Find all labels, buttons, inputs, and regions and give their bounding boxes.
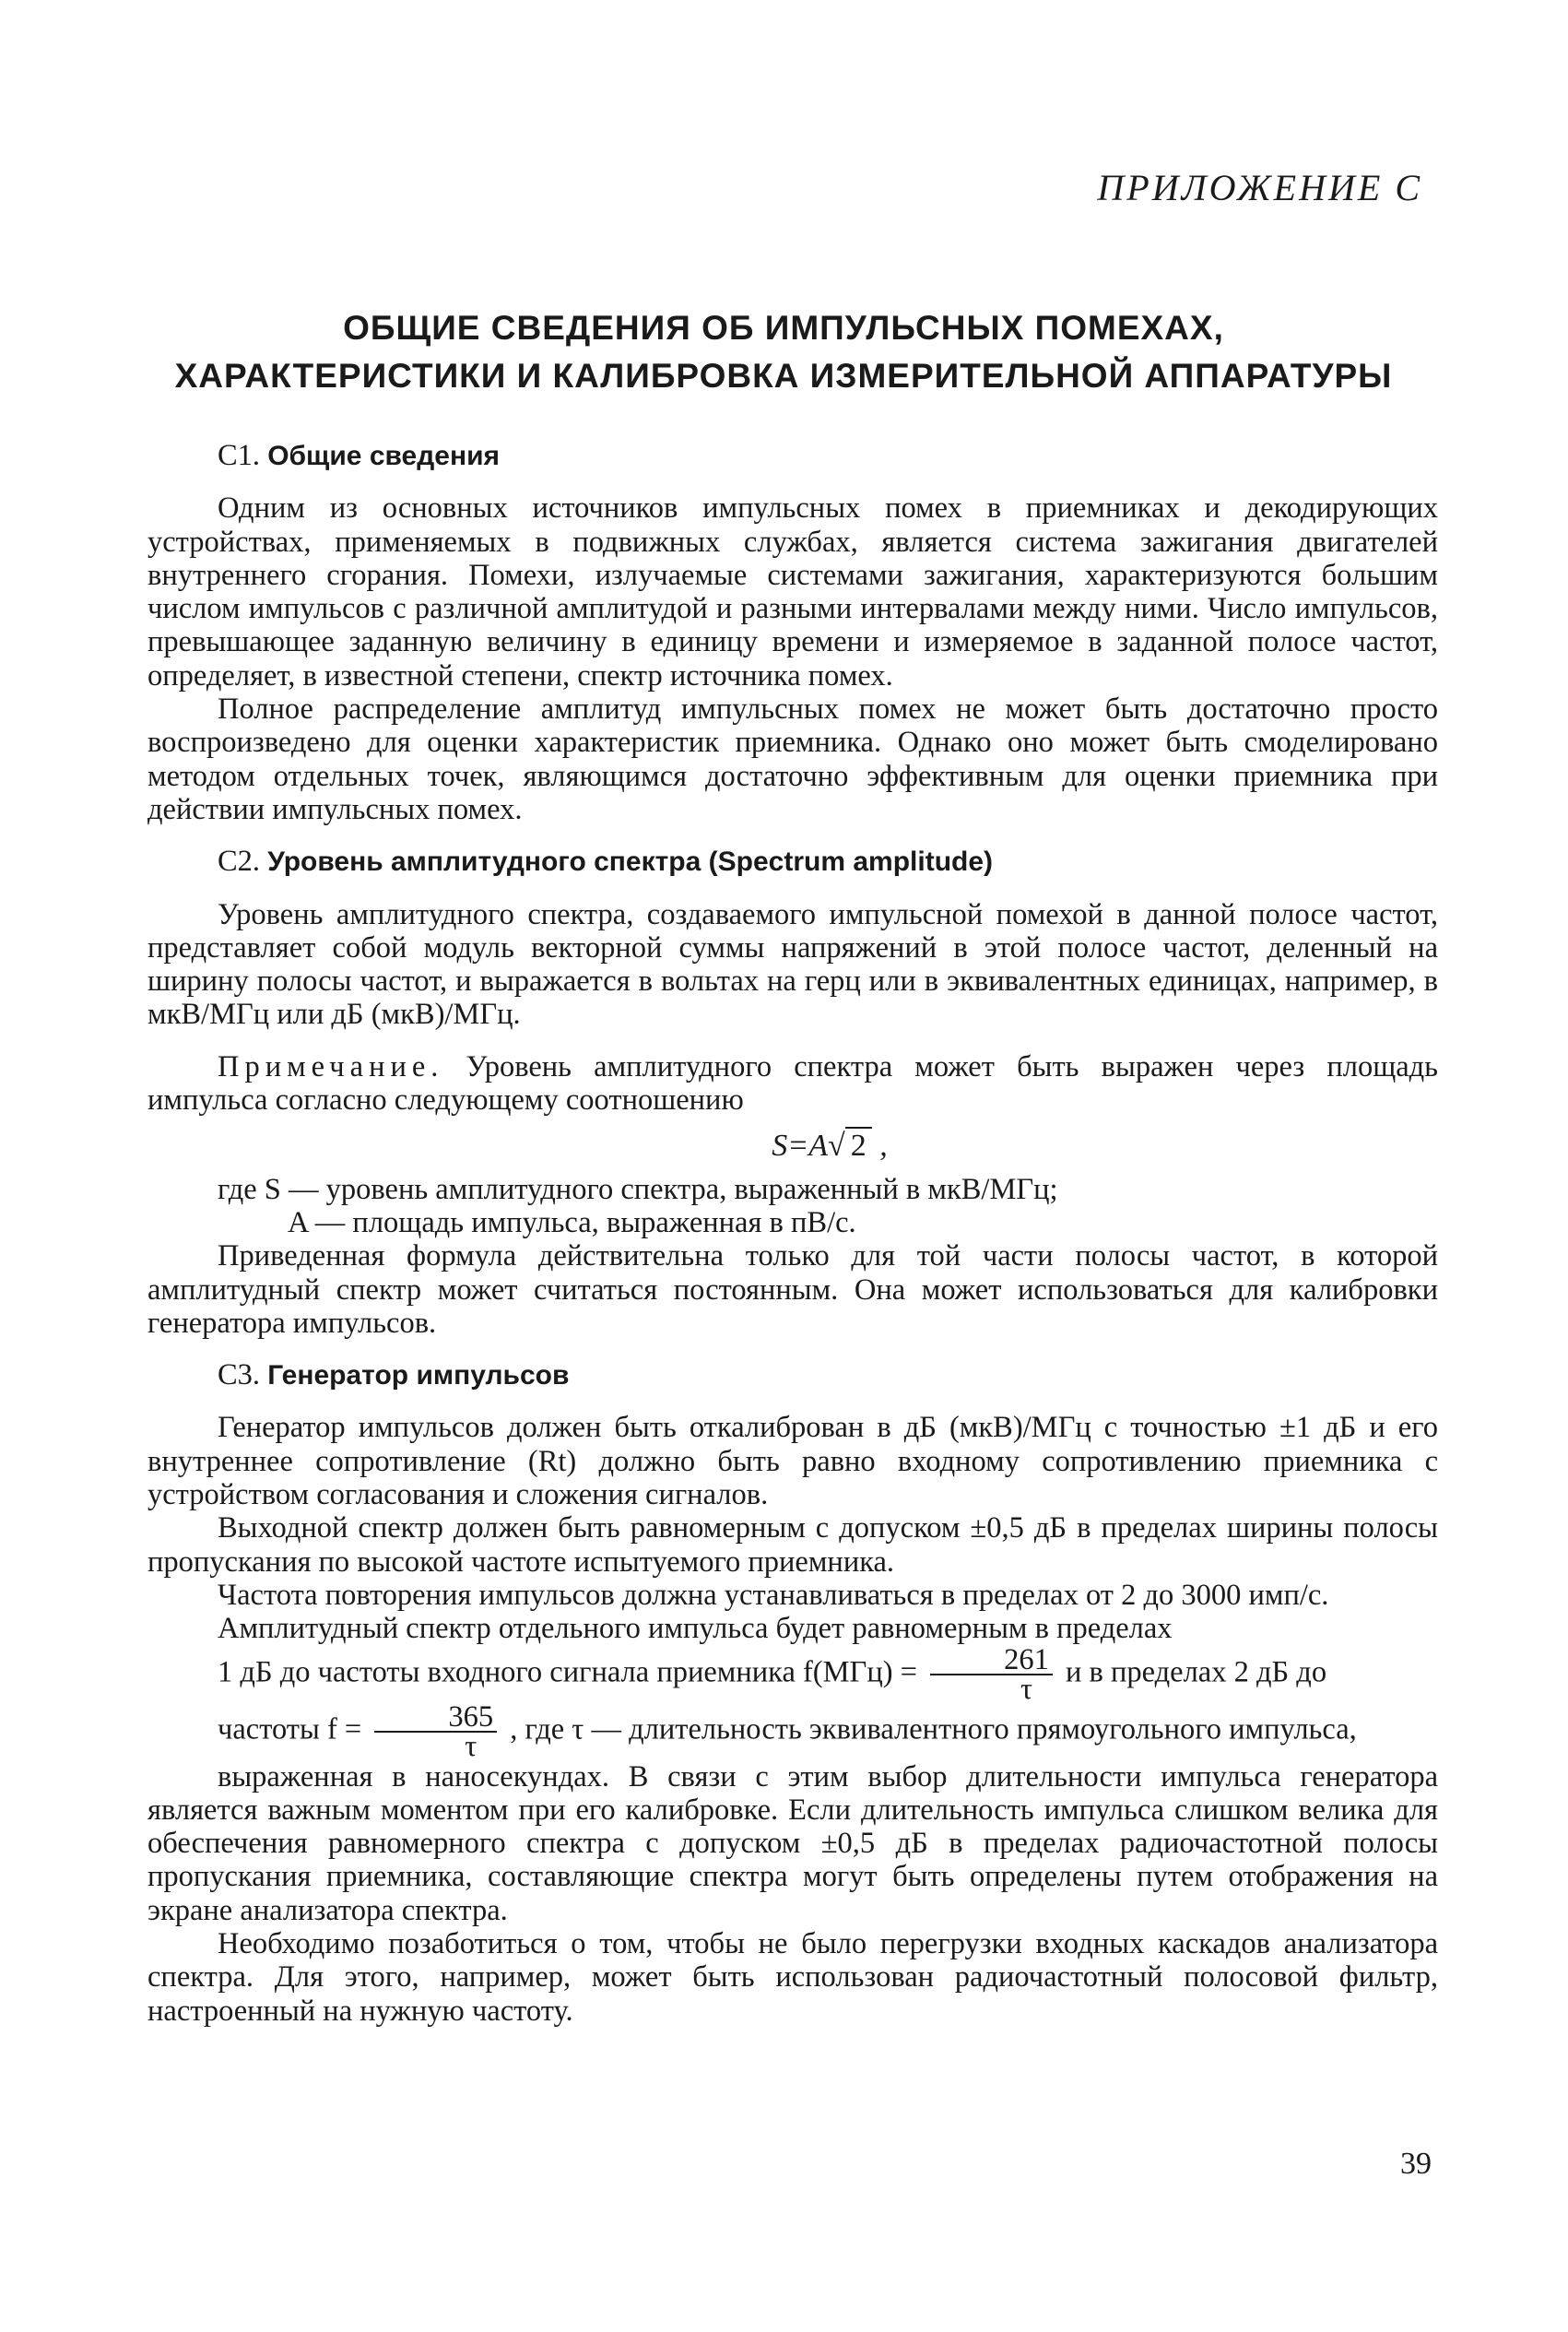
formula-line-2 bbox=[147, 1699, 1438, 1763]
paragraph: Необходимо позаботиться о том, чтобы не было перегрузки входных каскадов анализатора спектра. Для этого, например, может быть использован радиочастотный полосовой фильтр, настроенный на нужную частоту. bbox=[147, 1926, 1438, 2028]
fraction-numerator: 365 bbox=[374, 1703, 497, 1733]
paragraph: Выходной спектр должен быть равномерным с допуском ±0,5 дБ в пределах ширины полосы пропускания по высокой частоте испытуемого приемника. bbox=[147, 1511, 1438, 1579]
section-number: С2. bbox=[218, 845, 261, 879]
note-text: Уровень амплитудного спектра может быть выражен через площадь импульса согласно следующему соотношению bbox=[147, 1049, 1438, 1118]
formula-radicand: 2 bbox=[845, 1127, 872, 1163]
section-title: Уровень амплитудного спектра (Spectrum amplitude) bbox=[267, 846, 994, 878]
formula-line-1 bbox=[147, 1642, 1438, 1706]
paragraph: Амплитудный спектр отдельного импульса будет равномерным в пределах bbox=[218, 1612, 1173, 1646]
paragraph: Полное распределение амплитуд импульсных помех не может быть достаточно просто воспроизведено для оценки характеристик приемника. Однако оно может быть смоделировано методом отдельных точек, являющимся достаточно эффективным для оценки приемника при действии импульсных помех. bbox=[147, 692, 1438, 826]
section-c2-heading bbox=[218, 845, 1438, 879]
page-number: 39 bbox=[1400, 2147, 1432, 2181]
fraction bbox=[930, 1642, 1053, 1706]
section-c3-heading bbox=[218, 1358, 1438, 1392]
formula-text: 1 дБ до частоты входного сигнала приемника f(МГц) = bbox=[218, 1654, 917, 1688]
definition-a: A — площадь импульса, выраженная в пВ/с. bbox=[288, 1205, 856, 1239]
document-body bbox=[147, 420, 1438, 2028]
paragraph: Частота повторения импульсов должна устанавливаться в пределах от 2 до 3000 имп/с. bbox=[218, 1578, 1329, 1612]
note-label: Примечание. bbox=[218, 1049, 444, 1083]
fraction-denominator: τ bbox=[1020, 1672, 1033, 1706]
definition-s: где S — уровень амплитудного спектра, выраженный в мкВ/МГц; bbox=[218, 1172, 1058, 1206]
section-c1-heading bbox=[218, 439, 1438, 473]
formula-left: S=A bbox=[772, 1129, 829, 1164]
fraction-numerator: 261 bbox=[930, 1646, 1053, 1675]
formula-comma: , bbox=[871, 1129, 888, 1164]
paragraph: Одним из основных источников импульсных помех в приемниках и декодирующих устройствах, применяемых в подвижных службах, является система зажигания двигателей внутреннего сгорания. Помехи, излучаемые системами зажигания, характеризуются большим числом импульсов с различной амплитудой и разными интервалами между ними. Число импульсов, превышающее заданную величину в единицу времени и измеряемое в заданной полосе частот, определяет, в известной степени, спектр источника помех. bbox=[147, 491, 1438, 692]
paragraph: Уровень амплитудного спектра, создаваемого импульсной помехой в данной полосе частот, представляет собой модуль векторной суммы напряжений в этой полосе частот, деленный на ширину полосы частот, и выражается в вольтах на герц или в эквивалентных единицах, например, в мкВ/МГц или дБ (мкВ)/МГц. bbox=[147, 897, 1438, 1032]
formula-text: и в пределах 2 дБ до bbox=[1066, 1654, 1327, 1688]
section-title: Общие сведения bbox=[267, 441, 501, 471]
formula-text: , где τ — длительность эквивалентного прямоугольного импульса, bbox=[510, 1711, 1357, 1746]
paragraph: Приведенная формула действительна только для той части полосы частот, в которой амплитудный спектр может считаться постоянным. Она может использоваться для калибровки генератора импульсов. bbox=[147, 1239, 1438, 1340]
note-paragraph bbox=[147, 1050, 1438, 1118]
formula-text: частоты f = bbox=[218, 1711, 362, 1746]
fraction bbox=[374, 1699, 497, 1763]
title-line-2: ХАРАКТЕРИСТИКИ И КАЛИБРОВКА ИЗМЕРИТЕЛЬНОЙ АППАРАТУРЫ bbox=[174, 357, 1393, 395]
section-number: С1. bbox=[218, 439, 261, 472]
section-title: Генератор импульсов bbox=[267, 1360, 570, 1391]
formula bbox=[147, 1130, 1438, 1163]
sqrt-symbol: √ bbox=[828, 1129, 845, 1164]
section-number: С3. bbox=[218, 1358, 261, 1392]
title-line-1: ОБЩИЕ СВЕДЕНИЯ ОБ ИМПУЛЬСНЫХ ПОМЕХАХ, bbox=[343, 309, 1224, 347]
document-title bbox=[138, 304, 1429, 400]
paragraph: Генератор импульсов должен быть откалиброван в дБ (мкВ)/МГц с точностью ±1 дБ и его внутреннее сопротивление (Rt) должно быть равно входному сопротивлению приемника с устройством согласования и сложения сигналов. bbox=[147, 1411, 1438, 1512]
fraction-denominator: τ bbox=[465, 1729, 477, 1763]
appendix-label: ПРИЛОЖЕНИЕ С bbox=[1097, 167, 1422, 208]
paragraph: выраженная в наносекундах. В связи с этим выбор длительности импульса генератора является важным моментом при его калибровке. Если длительность импульса слишком велика для обеспечения равномерного спектра с допуском ±0,5 дБ в пределах радиочастотной полосы пропускания приемника, составляющие спектра могут быть определены путем отображения на экране анализатора спектра. bbox=[147, 1759, 1438, 1927]
